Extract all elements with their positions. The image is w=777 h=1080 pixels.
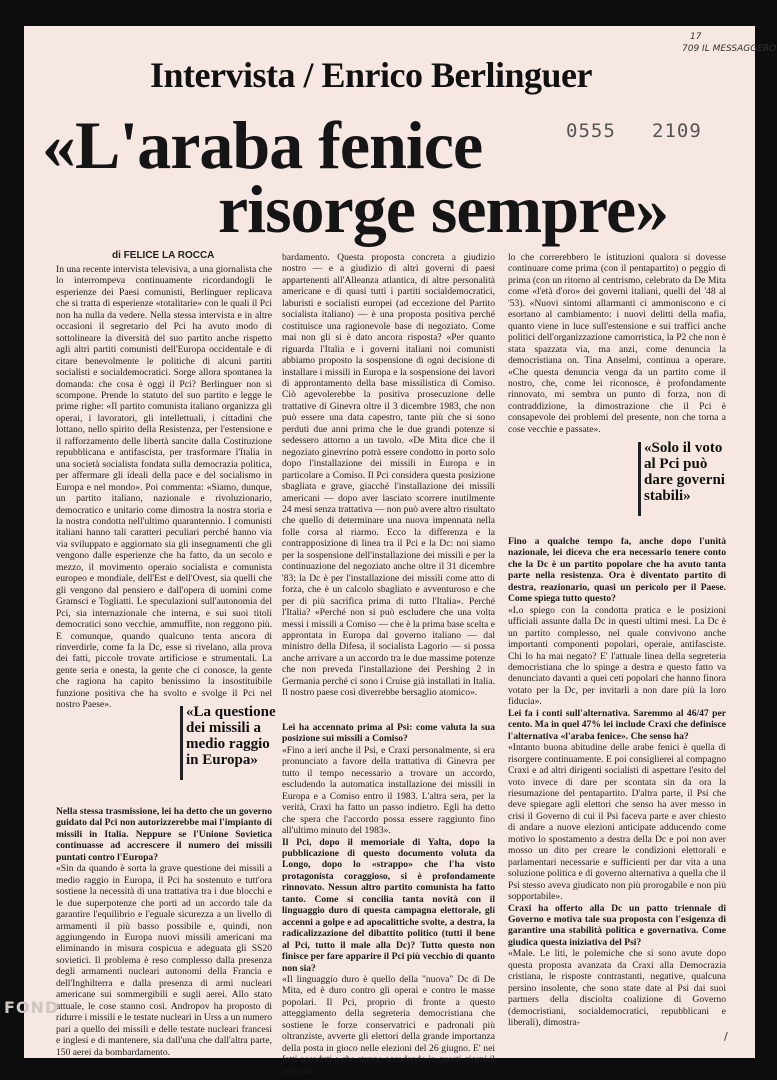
article-column-2-bottom xyxy=(282,722,495,1077)
column-1-text: In una recente intervista televisiva, a una giornalista che lo interrompeva continuamente ricordandogli le esperienze dei Paesi comunisti, Berlinguer replicava che si tratta di esperienze «totalitarie» con le quali il Pci non ha nulla da vedere. Nella stessa intervista e in altre occasioni il segretario del Pci ha avuto modo di sottolineare la diversità del suo partito anche rispetto agli altri partiti comunisti dell'Europa occidentale e di citare benevolmente le politiche di alcuni partiti socialisti e socialdemocratici. Sorge allora spontanea la domanda: che cosa è oggi il Pci? Berlinguer non si scompone. Prende lo statuto del suo partito e legge le prime righe: «Il partito comunista italiano organizza gli operai, i lavoratori, gli intellettuali, i cittadini che lottano, nello spirito della Resistenza, per l'estensione e il rafforzamento delle libertà sancite dalla Costituzione repubblicana e antifascista, per trasformare l'Italia in una società socialista fondata sulla democrazia politica, per affermare gli ideali della pace e del socialismo in Europa e nel mondo». Poi commenta: «Siamo, dunque, un partito italiano, nazionale e rivoluzionario, democratico e unitario come dimostra la nostra storia e la nostra condotta nell'ultimo quarantennio. I comunisti italiani hanno tali caratteri peculiari perché hanno via via sviluppato e aggiornato sia gli insegnamenti che gli vengono dalle esperienze che ha fatto, da un secolo e mezzo, il movimento operaio socialista e comunista europeo e mondiale, dell'Est e dell'Ovest, sia quelli che gli vengono dal pensiero e dall'opera di uomini come Gramsci e Togliatti. Le speculazioni sull'autonomia del Pci, sia internazionale che interna, e sui suoi titoli democratici sono vecchie, ammuffite, non reggono più. E comunque, quando qualcuno tenta ancora di rinverdirle, come fa la Dc, esse si rivelano, alla prova dei fatti, piccole trovate artificiose e strumentali. La gente seria e onesta, la gente che ci conosce, la gente che ragiona ha capito benissimo la insostituibile funzione positiva che ha svolto e svolge il Pci nel nostro Paese». xyxy=(56,264,272,711)
archive-logo: FOND xyxy=(4,998,60,1017)
question-missili: Nella stessa trasmissione, lei ha detto che un governo guidato dal Pci non autorizzerebbe mai l'impianto di missili in Italia. Neppure se l'Unione Sovietica continuasse ad accrescere il numero dei missili puntati contro l'Europa? xyxy=(56,806,272,863)
answer-yalta: «Il linguaggio duro è quello della "nuova" Dc di De Mita, ed è duro contro gli operai e contro le masse popolari. Il Pci, proprio di fronte a questo atteggiamento della segreteria democristiana che sostiene le forze conservatrici e padronali più oltranziste, avverte gli elettori della grande importanza della posta in gioco nelle elezioni del 26 giugno. E' nei fatti accaduti e che stanno accadendo in questi giorni il pericolo xyxy=(282,973,495,1077)
headline-line-1: «L'araba fenice xyxy=(42,107,483,183)
pull-quote-bar xyxy=(180,706,183,780)
archive-stamp-left: 0555 xyxy=(566,120,616,142)
article-column-3 xyxy=(508,252,726,436)
answer-patto: «Male. Le liti, le polemiche che si sono avute dopo questa proposta avanzata da Craxi alla Democrazia cristiana, le risposte contrastanti, negative, qualcuna persino insolente, che sono state date al Psi dai suoi partners della disciolta coalizione di Governo (democristiani, socialdemocratici, repubblicani e liberali), dimostra- xyxy=(508,948,726,1029)
question-dc: Fino a qualche tempo fa, anche dopo l'unità nazionale, lei diceva che era necessario tenere conto che la Dc è un partito popolare che ha avuto tanta parte nella resistenza. Ora è diventato partito di destra, reazionario, quasi un pericolo per il Paese. Come spiega tutto questo? xyxy=(508,536,726,605)
column-2-text: bardamento. Questa proposta concreta a giudizio nostro — e a giudizio di altri governi di paesi appartenenti all'Alleanza atlantica, di altre personalità americane e di quasi tutti i partiti socialdemocratici, laburisti e socialisti europei (ad eccezione del Partito socialista italiano) — è una proposta positiva perché costituisce una ragionevole base di negoziato. Come mai non gli si è dato ancora risposta? «Per quanto riguarda l'Italia e i governi italiani noi comunisti abbiamo proposto la sospensione di ogni decisione di installare i missili in Europa e la sospensione dei lavori di approntamento della base missilistica di Comiso. Ciò agevolerebbe la positiva prosecuzione delle trattative di Ginevra oltre il 3 dicembre 1983, che non può essere una data capestro, tante più che si sono perduti due anni prima che le due grandi potenze si sedessero attorno a un tavolo. «De Mita dice che il negoziato ginevrino potrà essere condotto in porto solo dopo l'installazione dei missili in Europa e in particolare a Comiso. Il Pci considera questa posizione sbagliata e grave, giacché l'installazione dei missili americani — dopo aver lasciato scorrere inutilmente 24 mesi senza trattativa — non può avere altro risultato che quello di determinare una nuova impennata nella folle corsa al riarmo. Ecco la differenza e la contrapposizione di linea tra il Pci e la Dc: noi siamo per la sospensione dell'installazione dei missili e per la continuazione del negoziato anche oltre il 31 dicembre '83; la Dc è per l'installazione dei missili come atto di forza, che è un calcolo sbagliato e avventuroso e che per di più sacrifica prima di tutto l'Italia». Perché l'Italia? «Perché non si può escludere che una volta messi i missili a Comiso — che è la prima base scelta e approntata in Europa dal governo italiano — dal ministro della Difesa, il socialista Lagorio — si possa anche arrivare a un accordo tra le due massime potenze che non preveda l'installazione dei Pershing 2 in Germania perché ci sono i Cruise già installati in Italia. Il nostro paese così diverrebbe bersaglio atomico». xyxy=(282,252,495,699)
pull-quote-missili xyxy=(186,704,276,768)
archive-stamp-right: 2109 xyxy=(652,120,702,142)
question-yalta: Il Pci, dopo il memoriale di Yalta, dopo la pubblicazione di questo documento voluta da Longo, dopo lo «strappo» che l'ha visto protagonista coraggioso, si è profondamente rinnovato. Nessun altro partito comunista ha fatto tanto. Come si concilia tanta novità con il linguaggio duro di questa campagna elettorale, gli accenni a golpe e ad apocalittiche svolte, a destra, la radicalizzazione del dibattito politico (tutti il bene al Pci, tutto il male alla Dc)? Tutto questo non finisce per fare apparire il Pci più vecchio di quanto non sia? xyxy=(282,836,495,974)
answer-alternativa: «Intanto buona abitudine delle arabe fenici è quella di risorgere continuamente. E poi consiglierei al compagno Craxi e ad altri dirigenti socialisti di aspettare l'esito del voto invece di dare per scontata sin da ora la riesumazione del pentapartito. D'altra parte, il Psi che deve spiegare agli elettori che senso ha aver messo in crisi il Governo di cui il Psi faceva parte e aver chiesto di andare a nuove elezioni anticipate adducendo come motivo lo spostamento a destra della Dc e poi non aver mosso un dito per creare le condizioni elettorali e parlamentari necessarie e sufficienti per dar vita a una soluzione politica e di governo alternativa a quella che il Psi stesso aveva giudicato non più prorogabile e non più sopportabile». xyxy=(508,742,726,903)
question-psi: Lei ha accennato prima al Psi: come valuta la sua posizione sui missili a Comiso? xyxy=(282,722,495,745)
article-column-2 xyxy=(282,252,495,706)
answer-psi: «Fino a ieri anche il Psi, e Craxi personalmente, si era pronunciato a favore della trattativa di Ginevra per tutto il tempo necessario a trovare un accordo, escludendo la automatica installazione dei missili in Europa e a Comiso entro il 1983. L'altra sera, per la verità, Craxi ha fatto un passo indietro. Egli ha detto che spera che l'accordo possa essere raggiunto fino all'ultimo minuto del 1983». xyxy=(282,744,495,837)
article-column-1-bottom xyxy=(56,806,272,1058)
article-column-3-bottom xyxy=(508,536,726,1042)
answer-dc: «Lo spiego con la condotta pratica e le posizioni ufficiali assunte dalla Dc in questi ultimi mesi. La Dc è un partito complesso, nel quale convivono anche importanti componenti popolari, operaie, antifasciste. Chi lo ha mai negato? E' l'attuale linea della segreteria democristiana che lo spinge a destra e questo fatto va denunciato davanti a quei ceti popolari che hanno finora votato per la Dc, per invitarli a non dare più la loro fiducia». xyxy=(508,604,726,708)
byline: di FELICE LA ROCCA xyxy=(112,250,215,261)
column-3-text: lo che correrebbero le istituzioni qualora si dovesse continuare come prima (con il pentapartito) o peggio di prima (con un ritorno al centrismo, celebrato da De Mita come «l'età d'oro» dei governi italiani, quelli del '48 al '53). «Nuovi sintomi allarmanti ci ammoniscono e ci esortano al cambiamento: i nuovi delitti della mafia, quanto viene in luce sull'estensione e sui traffici anche politici dell'organizzazione camorristica, la P2 che non è stata spazzata via, ma anzi, come denuncia la democristiana on. Tina Anselmi, continua a operare. «Che questa denuncia venga da un partito come il nostro, che, come lei riconosce, è profondamente rinnovato, mi sembra un punto di forza, non di contraddizione, la dimostrazione che il Pci è consapevole dei problemi del presente, non che torna a cose vecchie e passate». xyxy=(508,252,726,435)
pull-quote-psi xyxy=(644,440,730,504)
question-patto: Craxi ha offerto alla Dc un patto triennale di Governo e motiva tale sua proposta con l'esigenza di garantire una stabilità politica e governativa. Come giudica questa iniziativa del Psi? xyxy=(508,902,726,948)
handwritten-note: 709 IL MESSAGGERO xyxy=(682,44,777,54)
article-column-1 xyxy=(56,264,272,711)
handwritten-number: 17 xyxy=(690,32,702,42)
pull-quote-psi-text: «Solo il voto al Pci può dare governi stabili» xyxy=(644,440,725,504)
pull-quote-bar xyxy=(638,442,641,516)
question-alternativa: Lei fa i conti sull'alternativa. Saremmo al 46/47 per cento. Ma in quel 47% lei include Craxi che definisce l'alternativa «l'araba fenice». Che senso ha? xyxy=(508,707,726,742)
headline-line-2: risorge sempre» xyxy=(218,171,669,247)
pull-quote-missili-text: «La questione dei missili a medio raggio in Europa» xyxy=(186,704,276,768)
kicker: Intervista / Enrico Berlinguer xyxy=(150,55,592,95)
answer-missili: «Sin da quando è sorta la grave questione dei missili a medio raggio in Europa, il Pci ha sostenuto e tutt'ora sostiene la necessità di una trattativa tra i due blocchi e le due superpotenze che porti ad un accordo tale da garantire l'equilibrio e l'eguale sicurezza a un livello di armamenti il più basso possibile e, quindi, non aggiungendo in Europa nuovi missili americani ma eliminando in misura cospicua e adeguata gli SS20 sovietici. Il problema è reso complesso dalla presenza degli armamenti nucleari autonomi della Francia e dell'Inghilterra e dalla presenza di armi nucleari americane sui sommergibili e sugli aerei. Allo stato attuale, le cose stanno così. Andropov ha proposto di ridurre i missili e le testate nucleari in Urss a un numero pari a quello dei missili e delle testate nucleari francesi e inglesi e di mantenere, sia dall'una che dall'altra parte, 150 aerei da bombardamento. xyxy=(56,863,272,1058)
corner-mark: / xyxy=(724,1030,728,1043)
